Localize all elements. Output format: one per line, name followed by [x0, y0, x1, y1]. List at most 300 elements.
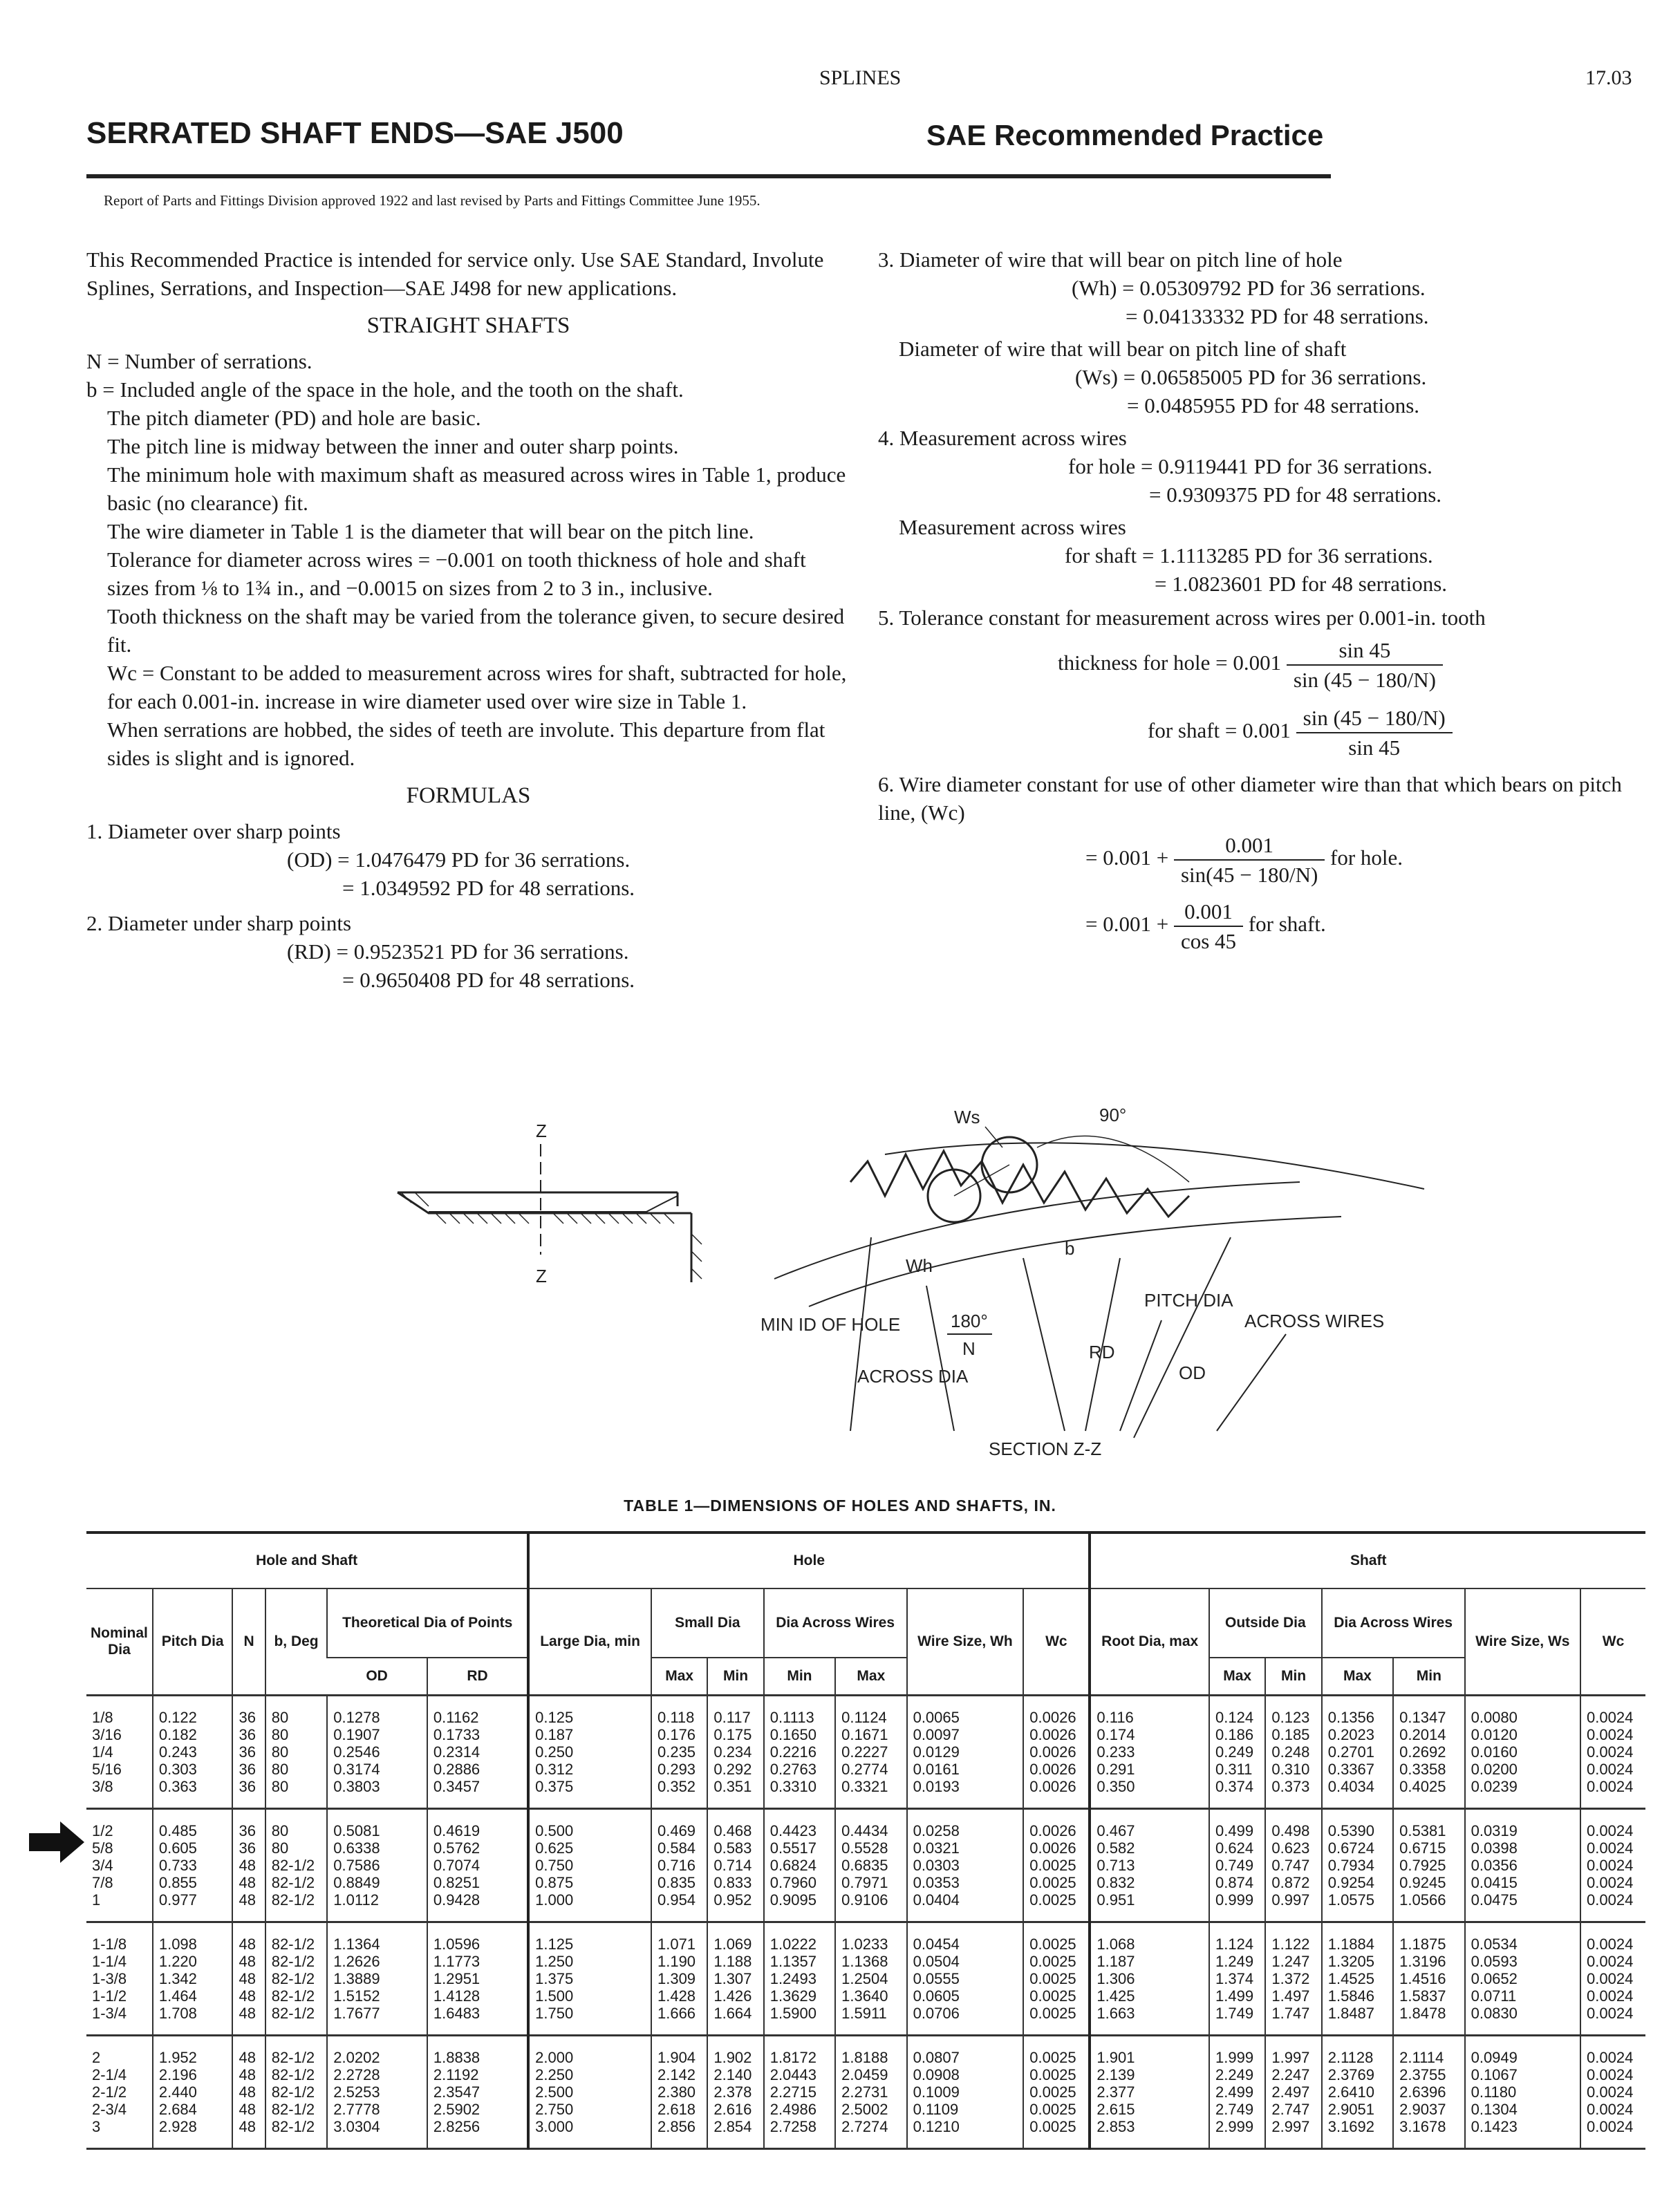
table-cell-value: 82-1/2: [271, 2049, 315, 2066]
table-cell-value: 0.747: [1271, 1857, 1310, 1874]
table-cell: [528, 2036, 651, 2149]
col-od: OD: [327, 1658, 427, 1696]
formula-3-shaft-label: Diameter of wire that will bear on pitch line of shaft: [899, 337, 1347, 361]
table-cell-value: 0.467: [1096, 1822, 1135, 1839]
table-cell-value: 0.2886: [433, 1761, 480, 1778]
table-cell-value: 0.9106: [841, 1891, 888, 1909]
table-cell-value: 3.0304: [333, 2118, 380, 2135]
table-cell-value: 2.500: [535, 2083, 574, 2101]
table-cell-value: 48: [239, 2049, 256, 2066]
table-cell-value: 1.999: [1215, 2049, 1254, 2066]
table-cell: [1209, 1696, 1265, 1809]
table-cell-value: 1.309: [657, 1970, 696, 1987]
table-cell-value: 2.6396: [1399, 2083, 1446, 2101]
table-cell-value: 0.0161: [913, 1761, 960, 1778]
table-cell-value: 0.0239: [1471, 1778, 1518, 1795]
table-cell-value: 3.000: [535, 2118, 574, 2135]
table-cell-value: 1.666: [657, 2005, 696, 2022]
table-cell: [707, 1809, 763, 1922]
table-cell-value: 82-1/2: [271, 2118, 315, 2135]
table-cell-value: 1-1/2: [92, 1987, 127, 2005]
table-cell: [835, 2036, 906, 2149]
table-cell-value: 2.3547: [433, 2083, 480, 2101]
table-cell-value: 0.0193: [913, 1778, 960, 1795]
table-cell-value: 0.5390: [1327, 1822, 1375, 1839]
table-cell-value: 0.0404: [913, 1891, 960, 1909]
col-hole-wires-max: Max: [835, 1658, 906, 1696]
table-cell: [327, 1809, 427, 1922]
table-cell-value: 1.220: [158, 1953, 197, 1970]
table-cell-value: 0.874: [1215, 1874, 1254, 1891]
title-rule: [86, 174, 1331, 178]
table-cell-value: 0.8251: [433, 1874, 480, 1891]
para-min-hole: The minimum hole with maximum shaft as measured across wires in Table 1, produce basic (no clearance) fit.: [107, 462, 846, 515]
table-cell-value: 2.0443: [769, 2066, 816, 2083]
formula-5-hole-prefix: thickness for hole = 0.001: [1058, 650, 1282, 675]
table-cell-value: 0.5762: [433, 1839, 480, 1857]
table-cell: [1265, 1922, 1321, 2036]
table-cell: [232, 1809, 265, 1922]
table-cell-value: 2.5902: [433, 2101, 480, 2118]
table-cell-value: 0.118: [657, 1709, 695, 1726]
ws-label: Ws: [954, 1107, 980, 1127]
table-cell: [764, 2036, 835, 2149]
table-cell-value: 0.625: [535, 1839, 574, 1857]
table-cell: [1465, 1809, 1580, 1922]
table-cell-value: 0.0024: [1587, 1987, 1634, 2005]
table-body: [86, 1696, 1645, 2149]
table-cell-value: 2-1/4: [92, 2066, 127, 2083]
table-cell-value: 2.4986: [769, 2101, 816, 2118]
table-cell-value: 0.363: [158, 1778, 197, 1795]
b-label: b: [1065, 1238, 1075, 1259]
table-cell-value: 1.952: [158, 2049, 197, 2066]
table-cell-value: 1.749: [1215, 2005, 1254, 2022]
table-cell: [907, 1696, 1024, 1809]
table-cell: [651, 1809, 707, 1922]
table-cell: [153, 2036, 233, 2149]
table-cell-value: 0.373: [1271, 1778, 1310, 1795]
across-wires-label: ACROSS WIRES: [1244, 1311, 1385, 1331]
table-cell-value: 0.954: [657, 1891, 696, 1909]
table-cell: [327, 1922, 427, 2036]
table-cell-value: 0.583: [713, 1839, 752, 1857]
table-cell: [86, 1809, 153, 1922]
table-cell-value: 0.0024: [1587, 1743, 1634, 1761]
group-header-shaft: Shaft: [1090, 1533, 1645, 1588]
table-cell-value: 1.000: [535, 1891, 574, 1909]
table-cell-value: 0.0321: [913, 1839, 960, 1857]
table-cell-value: 0.0024: [1587, 1970, 1634, 1987]
table-cell-value: 1.247: [1271, 1953, 1310, 1970]
table-cell-value: 0.0024: [1587, 2118, 1634, 2135]
col-shaft-wires-max: Max: [1322, 1658, 1393, 1696]
table-cell-value: 80: [271, 1761, 289, 1778]
table-cell-value: 1.124: [1215, 1936, 1254, 1953]
table-cell: [651, 2036, 707, 2149]
table-cell-value: 0.999: [1215, 1891, 1254, 1909]
table-cell-value: 0.623: [1271, 1839, 1310, 1857]
table-cell: [764, 1696, 835, 1809]
table-cell-value: 0.122: [158, 1709, 197, 1726]
formula-2-36: (RD) = 0.9523521 PD for 36 serrations.: [287, 939, 629, 964]
table-cell-value: 36: [239, 1778, 256, 1795]
table-cell-value: 2.1192: [433, 2066, 479, 2083]
table-cell-value: 0.749: [1215, 1857, 1254, 1874]
table-cell-value: 2.747: [1271, 2101, 1310, 2118]
table-cell-value: 2.9037: [1399, 2101, 1446, 2118]
table-cell-value: 1.3205: [1327, 1953, 1375, 1970]
table-cell-value: 1.249: [1215, 1953, 1254, 1970]
formula-6-shaft: [878, 897, 1659, 955]
table-cell-value: 1.6483: [433, 2005, 480, 2022]
table-cell-value: 36: [239, 1761, 256, 1778]
table-cell-value: 1.5837: [1399, 1987, 1446, 2005]
formula-4-hole-48: = 0.9309375 PD for 48 serrations.: [1149, 482, 1442, 507]
table-cell: [1265, 1809, 1321, 1922]
table-cell-value: 0.1180: [1471, 2083, 1517, 2101]
table-cell-value: 1.342: [158, 1970, 197, 1987]
table-cell: [907, 1922, 1024, 2036]
table-cell: [153, 1696, 233, 1809]
table-cell-value: 1.1357: [769, 1953, 816, 1970]
table-cell-value: 2.3755: [1399, 2066, 1446, 2083]
table-cell: [1090, 1696, 1209, 1809]
table-cell-value: 48: [239, 2066, 256, 2083]
table-cell-value: 0.0830: [1471, 2005, 1518, 2022]
formula-6-hole-fraction: [1174, 831, 1325, 889]
table-cell-value: 0.7971: [841, 1874, 888, 1891]
table-cell-value: 0.303: [158, 1761, 197, 1778]
table-cell: [528, 1809, 651, 1922]
table-cell-value: 0.234: [713, 1743, 752, 1761]
table-cell-value: 1.307: [713, 1970, 752, 1987]
formula-1-label: 1. Diameter over sharp points: [86, 819, 341, 843]
table-cell-value: 0.6835: [841, 1857, 888, 1874]
table-cell-value: 0.174: [1096, 1726, 1135, 1743]
formula-3-shaft-36: (Ws) = 0.06585005 PD for 36 serrations.: [1075, 365, 1427, 389]
table-cell-value: 0.716: [657, 1857, 696, 1874]
table-cell-value: 1.250: [535, 1953, 574, 1970]
table-cell-value: 0.1124: [841, 1709, 887, 1726]
formula-3-shaft-48: = 0.0485955 PD for 48 serrations.: [1127, 393, 1420, 418]
table-cell-value: 1.2504: [841, 1970, 888, 1987]
table-cell-value: 0.2692: [1399, 1743, 1446, 1761]
table-cell-value: 0.0534: [1471, 1936, 1518, 1953]
table-cell-value: 2: [92, 2049, 101, 2066]
table-cell-value: 2.0202: [333, 2049, 380, 2066]
table-cell-value: 2.377: [1096, 2083, 1135, 2101]
table-cell-value: 48: [239, 1857, 256, 1874]
table-cell-value: 0.0258: [913, 1822, 960, 1839]
table-cell-value: 48: [239, 1936, 256, 1953]
table-cell-value: 1.125: [535, 1936, 574, 1953]
col-large-dia: Large Dia, min: [528, 1588, 651, 1696]
table-cell-value: 0.310: [1271, 1761, 1310, 1778]
table-cell-value: 0.2774: [841, 1761, 888, 1778]
table-cell-value: 0.233: [1096, 1743, 1135, 1761]
table-cell-value: 0.0024: [1587, 2066, 1634, 2083]
table-cell-value: 2.749: [1215, 2101, 1254, 2118]
table-cell: [907, 2036, 1024, 2149]
table-cell-value: 48: [239, 1874, 256, 1891]
table-cell: [835, 1696, 906, 1809]
table-cell-value: 1.071: [657, 1936, 696, 1953]
across-dia-label: ACROSS DIA: [857, 1366, 969, 1387]
table-cell-value: 2.2715: [769, 2083, 816, 2101]
table-cell-value: 0.7074: [433, 1857, 480, 1874]
table-cell-value: 0.0129: [913, 1743, 960, 1761]
table-cell-value: 1.122: [1271, 1936, 1310, 1953]
table-cell: [427, 2036, 528, 2149]
table-cell-value: 0.4423: [769, 1822, 816, 1839]
table-cell-value: 0.3803: [333, 1778, 380, 1795]
table-cell-value: 0.5081: [333, 1822, 380, 1839]
table-cell-value: 1/2: [92, 1822, 113, 1839]
table-cell-value: 2.9051: [1327, 2101, 1375, 2118]
table-cell-value: 1.190: [657, 1953, 696, 1970]
table-cell-value: 0.952: [713, 1891, 752, 1909]
formula-5-shaft-den: sin 45: [1348, 735, 1401, 760]
table-cell: [651, 1696, 707, 1809]
table-cell-value: 1.3889: [333, 1970, 380, 1987]
table-cell-value: 80: [271, 1743, 289, 1761]
table-cell-value: 1.426: [713, 1987, 752, 2005]
table-cell-value: 2.7778: [333, 2101, 380, 2118]
table-cell-value: 0.250: [535, 1743, 574, 1761]
table-cell-value: 1.4525: [1327, 1970, 1375, 1987]
table-cell-value: 2.999: [1215, 2118, 1254, 2135]
table-cell-value: 0.0024: [1587, 2083, 1634, 2101]
table-cell-value: 2.684: [158, 2101, 197, 2118]
table-cell-value: 0.951: [1096, 1891, 1135, 1909]
table-cell-value: 0.0303: [913, 1857, 960, 1874]
col-shaft-wires-min: Min: [1393, 1658, 1464, 1696]
table-cell-value: 2.7274: [841, 2118, 888, 2135]
intro-paragraph: This Recommended Practice is intended for service only. Use SAE Standard, Involute Splines, Serrations, and Inspection—SAE J498 for new applications.: [86, 247, 824, 300]
table-cell-value: 0.0026: [1029, 1778, 1076, 1795]
formula-5-hole-num: sin 45: [1287, 636, 1443, 666]
table-cell-value: 3.1692: [1327, 2118, 1375, 2135]
formula-4-shaft-label: Measurement across wires: [899, 515, 1126, 539]
table-cell-value: 0.7586: [333, 1857, 380, 1874]
table-cell: [265, 1809, 328, 1922]
table-cell-value: 0.3358: [1399, 1761, 1446, 1778]
table-cell-value: 1.464: [158, 1987, 197, 2005]
table-cell-value: 2.196: [158, 2066, 197, 2083]
table-cell: [1265, 1696, 1321, 1809]
table-cell: [265, 2036, 328, 2149]
table-cell-value: 0.0024: [1587, 1839, 1634, 1857]
table-cell-value: 0.0711: [1471, 1987, 1517, 2005]
table-cell: [427, 1809, 528, 1922]
table-cell-value: 0.0097: [913, 1726, 960, 1743]
table-cell-value: 0.0025: [1029, 1970, 1076, 1987]
table-cell-value: 0.0026: [1029, 1761, 1076, 1778]
table-cell-value: 1.068: [1096, 1936, 1135, 1953]
col-hole-dia-across-wires: Dia Across Wires: [764, 1588, 907, 1658]
table-cell-value: 2.615: [1096, 2101, 1135, 2118]
heading-formulas: FORMULAS: [406, 783, 531, 808]
table-cell-value: 0.0024: [1587, 1709, 1634, 1726]
table-row-group: [86, 1696, 1645, 1809]
table-cell-value: 48: [239, 1987, 256, 2005]
table-cell-value: 0.4619: [433, 1822, 480, 1839]
table-cell-value: 1: [92, 1891, 101, 1909]
table-cell-value: 1.374: [1215, 1970, 1254, 1987]
table-cell: [1580, 1809, 1645, 1922]
formula-6-shaft-suffix: for shaft.: [1248, 912, 1326, 937]
col-small-min: Min: [707, 1658, 763, 1696]
table-cell-value: 1.8487: [1327, 2005, 1375, 2022]
table-cell-value: 48: [239, 1953, 256, 1970]
col-nominal-dia: Nominal Dia: [86, 1588, 153, 1696]
table-cell-value: 0.249: [1215, 1743, 1254, 1761]
table-cell-value: 0.0024: [1587, 1761, 1634, 1778]
table-cell-value: 0.875: [535, 1874, 574, 1891]
table-cell-value: 82-1/2: [271, 1970, 315, 1987]
table-cell-value: 0.375: [535, 1778, 574, 1795]
table-cell-value: 0.714: [713, 1857, 752, 1874]
table-cell: [1322, 1696, 1393, 1809]
table-cell-value: 0.0024: [1587, 1822, 1634, 1839]
table-cell-value: 0.4025: [1399, 1778, 1446, 1795]
table-cell-value: 82-1/2: [271, 2083, 315, 2101]
table-cell-value: 2.997: [1271, 2118, 1310, 2135]
table-cell-value: 1.188: [713, 1953, 752, 1970]
col-small-max: Max: [651, 1658, 707, 1696]
para-wc: Wc = Constant to be added to measurement across wires for shaft, subtracted for hole, for each 0.001-in. increase in wire diameter used over wire size in Table 1.: [107, 661, 847, 713]
table-cell-value: 1-3/4: [92, 2005, 127, 2022]
table-cell: [1322, 1922, 1393, 2036]
table-cell-value: 1.187: [1096, 1953, 1135, 1970]
table-cell-value: 0.833: [713, 1874, 752, 1891]
table-cell-value: 0.0025: [1029, 2066, 1076, 2083]
table-cell-value: 0.1009: [913, 2083, 960, 2101]
table-cell-value: 0.0025: [1029, 1987, 1076, 2005]
table-cell-value: 1.747: [1271, 2005, 1310, 2022]
table-cell-value: 3/8: [92, 1778, 113, 1795]
table-cell-value: 2.928: [158, 2118, 197, 2135]
table-cell-value: 1.902: [713, 2049, 752, 2066]
table-row-group: [86, 1809, 1645, 1922]
table-cell-value: 0.3321: [841, 1778, 888, 1795]
table-cell-value: 80: [271, 1726, 289, 1743]
table-cell: [232, 1922, 265, 2036]
table-cell-value: 1/4: [92, 1743, 113, 1761]
table-cell-value: 1.428: [657, 1987, 696, 2005]
table-cell-value: 2.378: [713, 2083, 752, 2101]
table-cell-value: 0.997: [1271, 1891, 1310, 1909]
table-cell-value: 82-1/2: [271, 1891, 315, 1909]
table-cell-value: 2.249: [1215, 2066, 1254, 2083]
table-cell-value: 1.3640: [841, 1987, 888, 2005]
table-cell-value: 0.176: [657, 1726, 696, 1743]
group-header-hole: Hole: [528, 1533, 1090, 1588]
table-cell-value: 0.1907: [333, 1726, 380, 1743]
col-theoretical: Theoretical Dia of Points: [327, 1588, 528, 1658]
table-cell-value: 1.8838: [433, 2049, 480, 2066]
table-cell-value: 0.1162: [433, 1709, 479, 1726]
table-cell: [1465, 1696, 1580, 1809]
table-cell-value: 0.4034: [1327, 1778, 1375, 1795]
table-cell-value: 1.499: [1215, 1987, 1254, 2005]
table-cell-value: 0.0024: [1587, 1874, 1634, 1891]
formula-5-shaft-prefix: for shaft = 0.001: [1148, 718, 1291, 743]
table-cell: [764, 1922, 835, 2036]
col-outside-min: Min: [1265, 1658, 1321, 1696]
report-note: Report of Parts and Fittings Division approved 1922 and last revised by Parts and Fittings Committee June 1955.: [104, 192, 760, 209]
formula-5-hole: [878, 636, 1659, 694]
table-cell-value: 1.904: [657, 2049, 696, 2066]
table-cell-value: 1.7677: [333, 2005, 380, 2022]
table-cell-value: 48: [239, 2083, 256, 2101]
formula-5-hole-fraction: [1287, 636, 1443, 694]
min-id-label: MIN ID OF HOLE: [760, 1314, 901, 1335]
col-shaft-dia-across-wires: Dia Across Wires: [1322, 1588, 1465, 1658]
table-cell-value: 0.469: [657, 1822, 696, 1839]
table-cell-value: 0.182: [158, 1726, 197, 1743]
table-cell-value: 1.5846: [1327, 1987, 1375, 2005]
formula-5-shaft-num: sin (45 − 180/N): [1296, 704, 1453, 733]
table-cell: [707, 1696, 763, 1809]
table-cell: [86, 2036, 153, 2149]
table-cell-value: 0.1356: [1327, 1709, 1375, 1726]
table-cell-value: 0.855: [158, 1874, 197, 1891]
table-cell-value: 0.713: [1096, 1857, 1135, 1874]
table-cell-value: 82-1/2: [271, 2101, 315, 2118]
col-small-dia: Small Dia: [651, 1588, 764, 1658]
table-cell-value: 1.2493: [769, 1970, 816, 1987]
table-cell-value: 0.0024: [1587, 1891, 1634, 1909]
table-cell-value: 48: [239, 2101, 256, 2118]
table-cell-value: 0.1109: [913, 2101, 959, 2118]
table-cell-value: 0.0504: [913, 1953, 960, 1970]
table-cell-value: 1.372: [1271, 1970, 1310, 1987]
table-cell-value: 48: [239, 2005, 256, 2022]
document-status: SAE Recommended Practice: [926, 119, 1324, 151]
table-cell-value: 0.0024: [1587, 1857, 1634, 1874]
table-cell-value: 0.1650: [769, 1726, 816, 1743]
section-zz-figure: [747, 1099, 1438, 1472]
table-cell-value: 0.5528: [841, 1839, 888, 1857]
table-cell-value: 2.616: [713, 2101, 752, 2118]
table-cell-value: 0.750: [535, 1857, 574, 1874]
table-cell-value: 1.425: [1096, 1987, 1135, 2005]
table-cell-value: 0.9095: [769, 1891, 816, 1909]
table-cell-value: 1.1364: [333, 1936, 380, 1953]
formula-6-shaft-num: 0.001: [1174, 897, 1243, 927]
table-cell-value: 0.1671: [841, 1726, 888, 1743]
table-cell-value: 0.185: [1271, 1726, 1310, 1743]
table-cell-value: 1.8188: [841, 2049, 888, 2066]
table-cell-value: 1/8: [92, 1709, 113, 1726]
row-pointer-arrow-icon: [29, 1818, 84, 1866]
table-cell-value: 0.582: [1096, 1839, 1135, 1857]
table-cell: [265, 1696, 328, 1809]
table-cell: [1580, 2036, 1645, 2149]
table-cell-value: 0.187: [535, 1726, 574, 1743]
table-cell-value: 0.0356: [1471, 1857, 1518, 1874]
table-cell: [427, 1696, 528, 1809]
table-cell-value: 0.872: [1271, 1874, 1310, 1891]
table-cell-value: 0.0026: [1029, 1822, 1076, 1839]
table-cell-value: 1.306: [1096, 1970, 1135, 1987]
formula-5-hole-den: sin (45 − 180/N): [1293, 668, 1436, 692]
para-tooth-thickness: Tooth thickness on the shaft may be varied from the tolerance given, to secure desired fit.: [107, 604, 845, 657]
table-cell-value: 0.2546: [333, 1743, 380, 1761]
table-cell-value: 0.7934: [1327, 1857, 1375, 1874]
